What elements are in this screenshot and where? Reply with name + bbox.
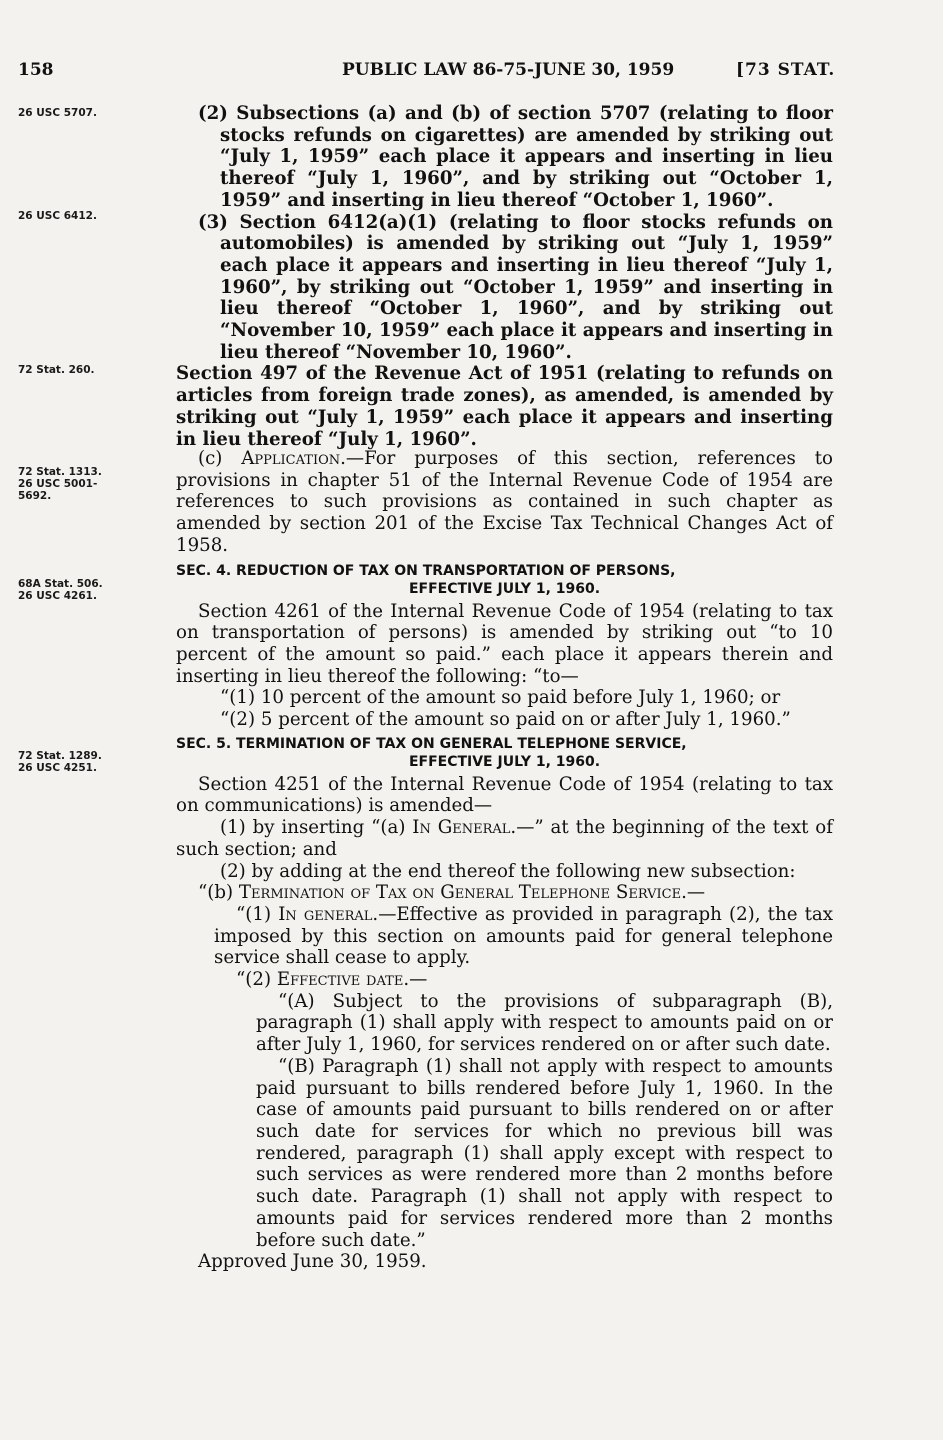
section-4251-item-1	[176, 817, 833, 860]
section-5-heading-line1: SEC. 5. TERMINATION OF TAX ON GENERAL TELEPHONE SERVICE,	[176, 735, 687, 752]
paragraph-b2	[214, 969, 833, 991]
paragraph-b2-tail: .—	[403, 969, 428, 991]
item-1-heading: In General	[412, 817, 511, 839]
margin-note: 26 USC 5707.	[18, 107, 97, 119]
margin-note-line: 26 USC 5001-	[18, 478, 98, 490]
section-4251-paragraph: Section 4251 of the Internal Revenue Code of 1954 (relating to tax on communications) is amended—	[176, 773, 833, 817]
section-4-heading-line1: SEC. 4. REDUCTION OF TAX ON TRANSPORTATION OF PERSONS,	[176, 562, 676, 579]
paragraph-b1-label: “(1)	[236, 903, 279, 925]
section-4261-item-2: “(2) 5 percent of the amount so paid on or after July 1, 1960.”	[220, 709, 791, 731]
text-block-amendments	[176, 103, 833, 450]
margin-note: 26 USC 6412.	[18, 210, 97, 222]
subparagraph-A: “(A) Subject to the provisions of subparagraph (B), paragraph (1) shall apply with respect to amounts paid on or after July 1, 1960, for services rendered on or after such date.	[256, 990, 833, 1056]
section-4-heading	[176, 562, 833, 598]
page-number: 158	[18, 60, 54, 80]
margin-note-line: 72 Stat. 1289.	[18, 750, 102, 762]
section-5-heading-line2: EFFECTIVE JULY 1, 1960.	[408, 753, 601, 770]
subsection-b-heading	[176, 882, 833, 904]
approval-date: Approved June 30, 1959.	[198, 1251, 427, 1273]
paragraph-3: (3) Section 6412(a)(1) (relating to floor stocks refunds on automobiles) is amended by striking out “July 1, 1959” each place it appears and inserting in lieu thereof “July 1, 1960”, by striking out “October 1, 1959” and inserting in lieu thereof “October 1, 1960”, and by striking out “November 10, 1959” each place it appears and inserting in lieu thereof “November 10, 1960”.	[198, 211, 833, 363]
paragraph-b1-heading: In general	[278, 903, 373, 925]
section-4251-item-2: (2) by adding at the end thereof the following new subsection:	[220, 860, 796, 882]
subparagraph-B: “(B) Paragraph (1) shall not apply with respect to amounts paid pursuant to bills rendered before July 1, 1960. In the case of amounts paid pursuant to bills rendered on or after such date for services for which no previous bill was rendered, paragraph (1) shall apply except with respect to such services as were rendered more than 2 months before such date. Paragraph (1) shall not apply with respect to amounts paid for services rendered more than 2 months before such date.”	[256, 1055, 833, 1251]
subsection-b-title: Termination of Tax on General Telephone Service	[238, 882, 682, 904]
section-5-heading	[176, 735, 833, 771]
margin-note	[18, 578, 103, 602]
text-block-sections	[176, 448, 833, 1273]
margin-note: 72 Stat. 260.	[18, 364, 95, 376]
paragraph-b2-label: “(2)	[236, 969, 277, 991]
subsection-c-heading: Application	[241, 448, 341, 469]
subsection-c-label: (c)	[198, 448, 242, 469]
subsection-b-label: “(b)	[198, 882, 239, 904]
margin-note	[18, 750, 102, 774]
paragraph-b2-heading: Effective date	[276, 969, 404, 991]
paragraph-b1	[214, 904, 833, 969]
section-497-paragraph: Section 497 of the Revenue Act of 1951 (relating to refunds on articles from foreign trade zones), as amended, is amended by striking out “July 1, 1959” each place it appears and inserting in lieu thereof “July 1, 1960”.	[176, 363, 833, 450]
item-1-text: .—” at the beginning of the text of such section; and	[176, 817, 833, 860]
paragraph-b1-text: .—Effective as provided in paragraph (2), the tax imposed by this section on amounts paid for general telephone service shall cease to apply.	[214, 903, 833, 969]
margin-note-line: 72 Stat. 1313.	[18, 466, 102, 478]
subsection-c	[176, 448, 833, 557]
stat-reference: [73 STAT.	[736, 60, 836, 80]
item-1-prefix: (1) by inserting “(a)	[220, 817, 413, 839]
subsection-b-tail: .—	[681, 882, 706, 904]
margin-note-line: 68A Stat. 506.	[18, 578, 103, 590]
margin-note-line: 26 USC 4251.	[18, 762, 97, 774]
section-4261-paragraph: Section 4261 of the Internal Revenue Code of 1954 (relating to tax on transportation of persons) is amended by striking out “to 10 percent of the amount so paid.” each place it appears therein and inserting in lieu thereof the following: “to—	[176, 600, 833, 687]
section-4-heading-line2: EFFECTIVE JULY 1, 1960.	[408, 580, 601, 597]
page-title: PUBLIC LAW 86-75-JUNE 30, 1959	[342, 60, 675, 80]
margin-note-line: 26 USC 4261.	[18, 590, 97, 602]
subsection-c-text: .—For purposes of this section, references to provisions in chapter 51 of the Internal Revenue Code of 1954 are references to such provisions as contained in such chapter as amended by section 201 of the Excise Tax Technical Changes Act of 1958.	[176, 448, 833, 556]
section-4261-item-1: “(1) 10 percent of the amount so paid before July 1, 1960; or	[220, 687, 781, 709]
margin-note-line: 5692.	[18, 490, 52, 502]
margin-note	[18, 466, 102, 502]
paragraph-2: (2) Subsections (a) and (b) of section 5707 (relating to floor stocks refunds on cigarettes) are amended by striking out “July 1, 1959” each place it appears and inserting in lieu thereof “July 1, 1960”, and by striking out “October 1, 1959” and inserting in lieu thereof “October 1, 1960”.	[198, 103, 833, 211]
